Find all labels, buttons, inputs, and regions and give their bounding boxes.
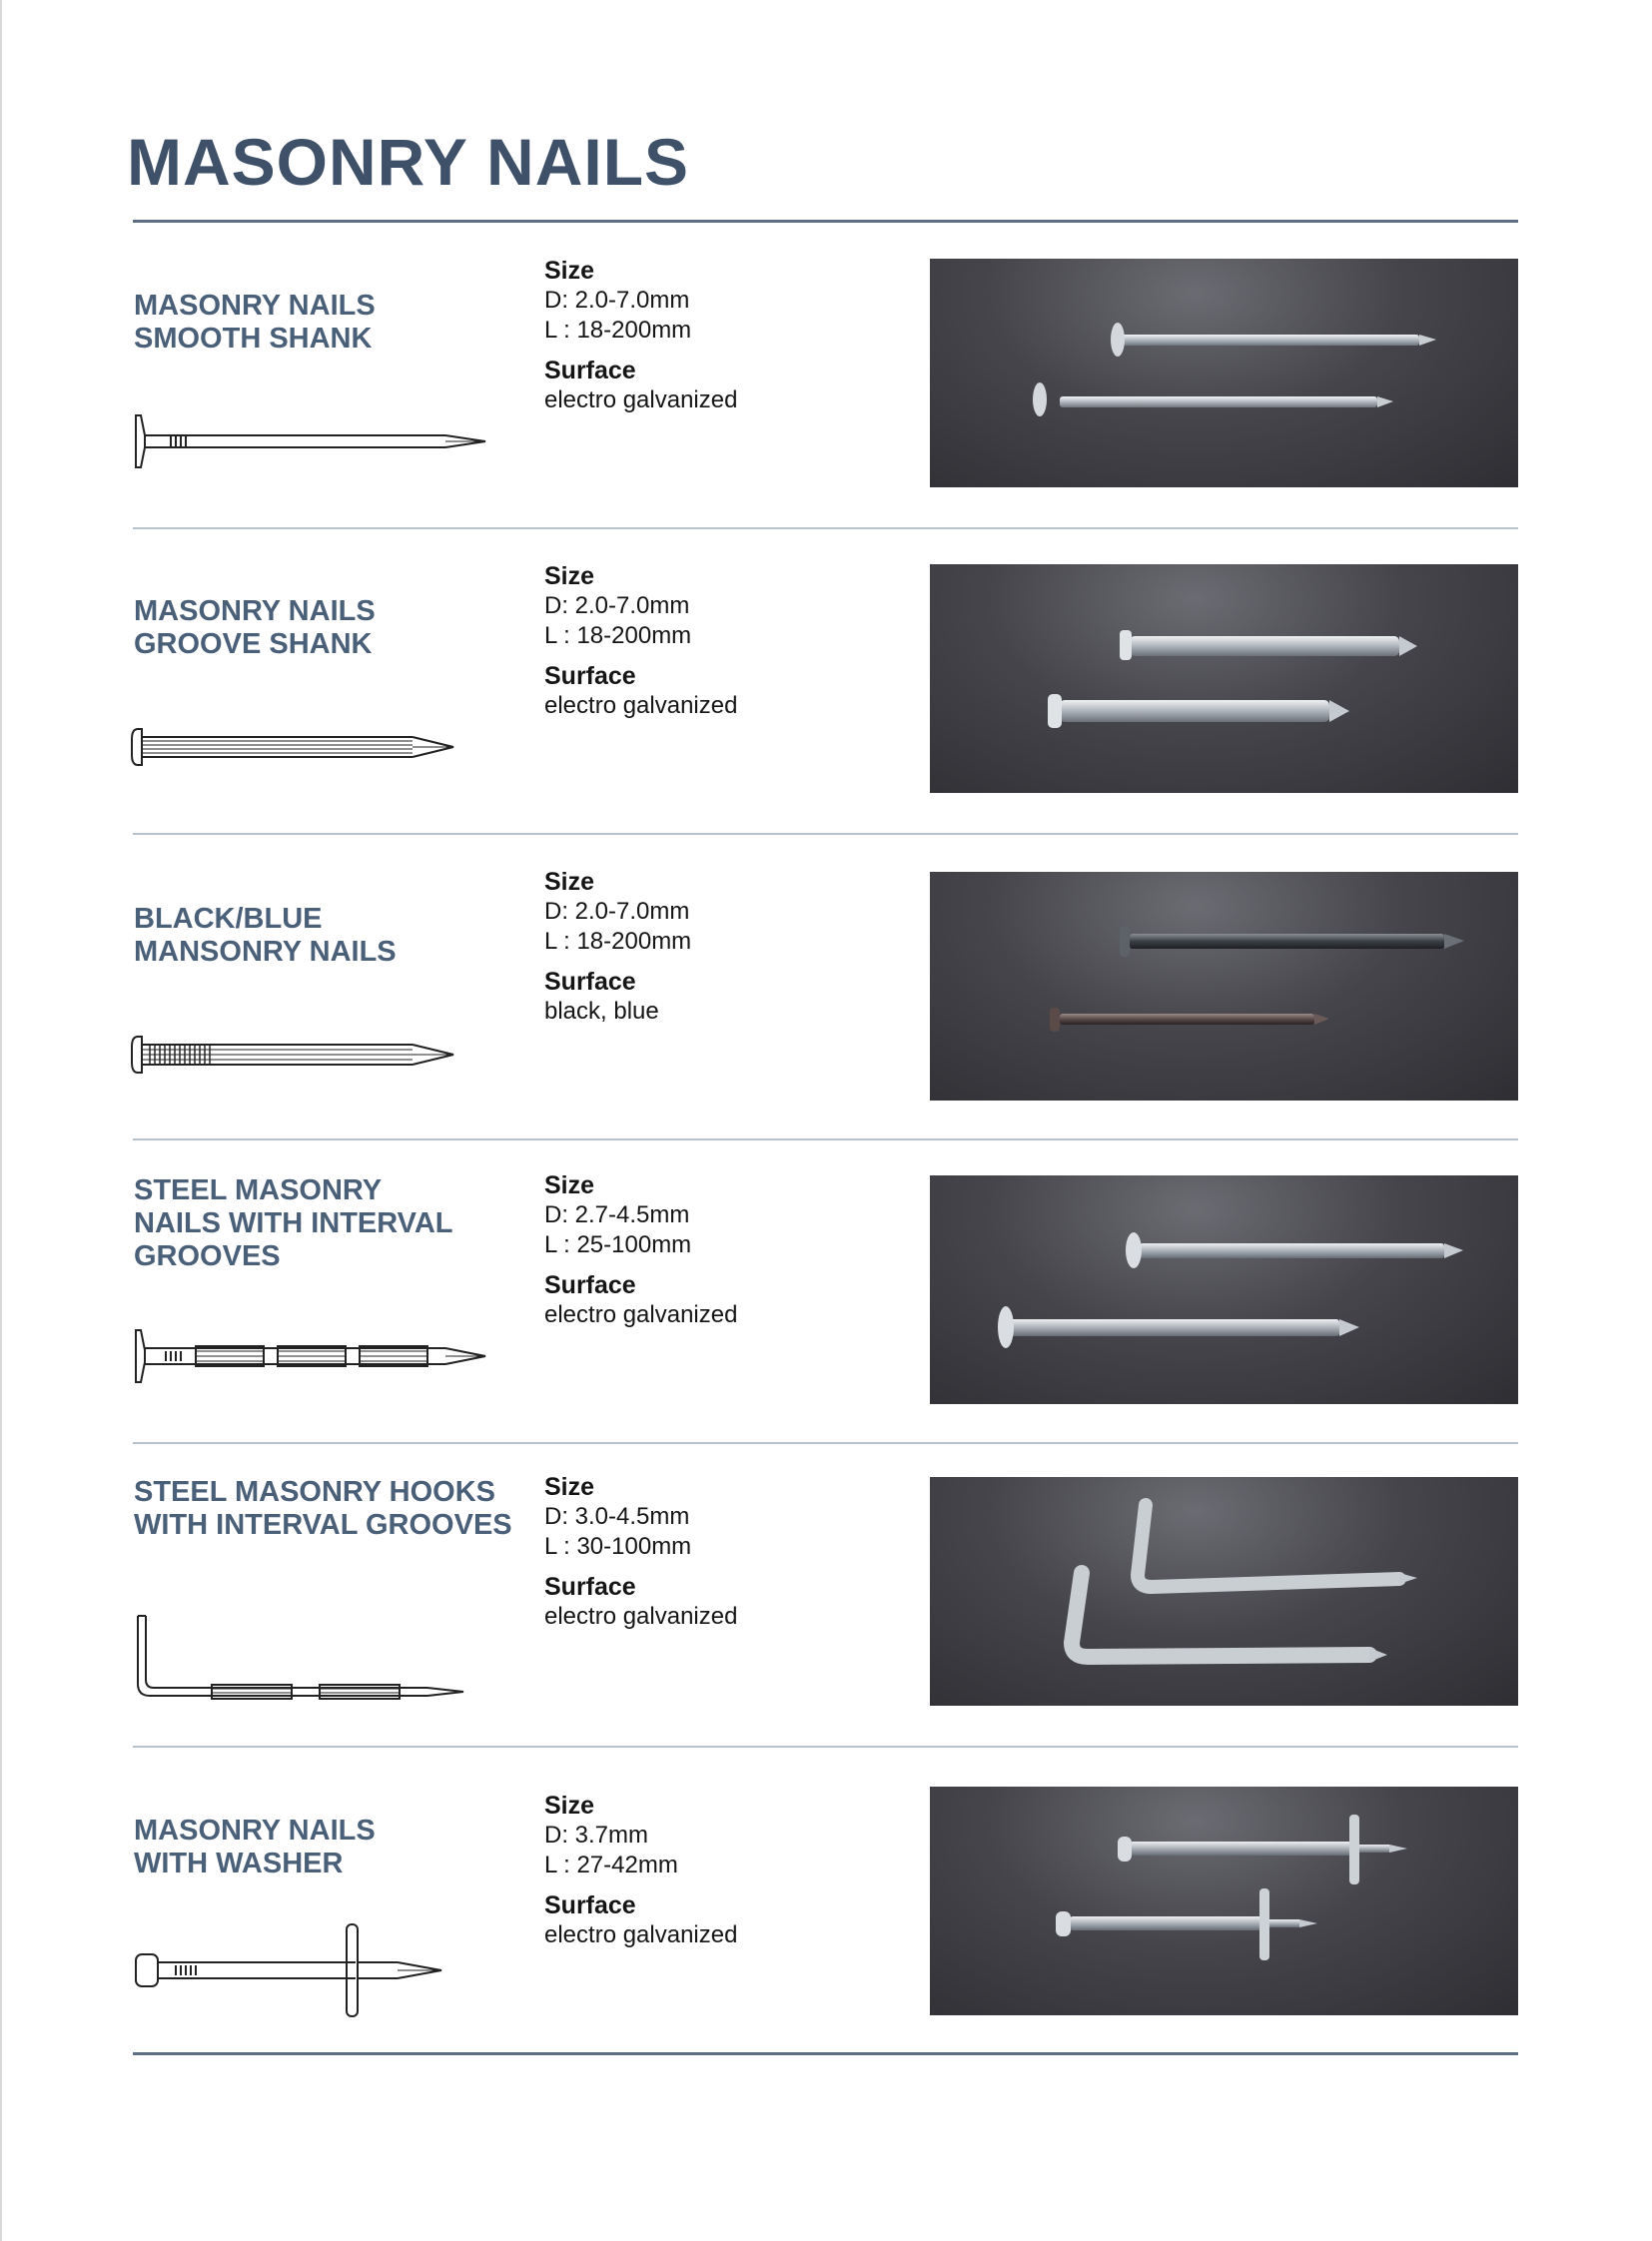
product-title: BLACK/BLUE MANSONRY NAILS xyxy=(134,903,397,968)
product-photo xyxy=(930,1787,1518,2015)
product-title: MASONRY NAILS SMOOTH SHANK xyxy=(134,290,376,355)
product-title: STEEL MASONRY NAILS WITH INTERVAL GROOVES xyxy=(134,1174,453,1272)
product-section-washer xyxy=(0,1525,1652,1948)
product-section-hooks xyxy=(0,1216,1652,1630)
bottom-rule xyxy=(133,2052,1518,2055)
product-section-groove-shank xyxy=(0,306,1652,719)
product-section-interval-grooves xyxy=(0,915,1652,1328)
product-specs: Size D: 2.0-7.0mm L : 18-200mm Surface electro galvanized xyxy=(544,562,738,719)
product-section-black-blue xyxy=(0,613,1652,1025)
page-title: MASONRY NAILS xyxy=(127,125,690,199)
product-specs: Size D: 2.0-7.0mm L : 18-200mm Surface electro galvanized xyxy=(544,257,738,413)
washer-nail-diagram xyxy=(128,1914,507,2024)
product-specs: Size D: 2.0-7.0mm L : 18-200mm Surface black, blue xyxy=(544,868,692,1025)
product-title: MASONRY NAILS WITH WASHER xyxy=(134,1815,376,1879)
product-section-smooth-shank xyxy=(0,0,1652,413)
product-specs: Size D: 3.0-4.5mm L : 30-100mm Surface electro galvanized xyxy=(544,1473,738,1630)
product-specs: Size D: 2.7-4.5mm L : 25-100mm Surface electro galvanized xyxy=(544,1171,738,1328)
product-specs: Size D: 3.7mm L : 27-42mm Surface electro galvanized xyxy=(544,1792,738,1948)
product-title: STEEL MASONRY HOOKS WITH INTERVAL GROOVES xyxy=(134,1476,512,1541)
product-title: MASONRY NAILS GROOVE SHANK xyxy=(134,595,376,660)
